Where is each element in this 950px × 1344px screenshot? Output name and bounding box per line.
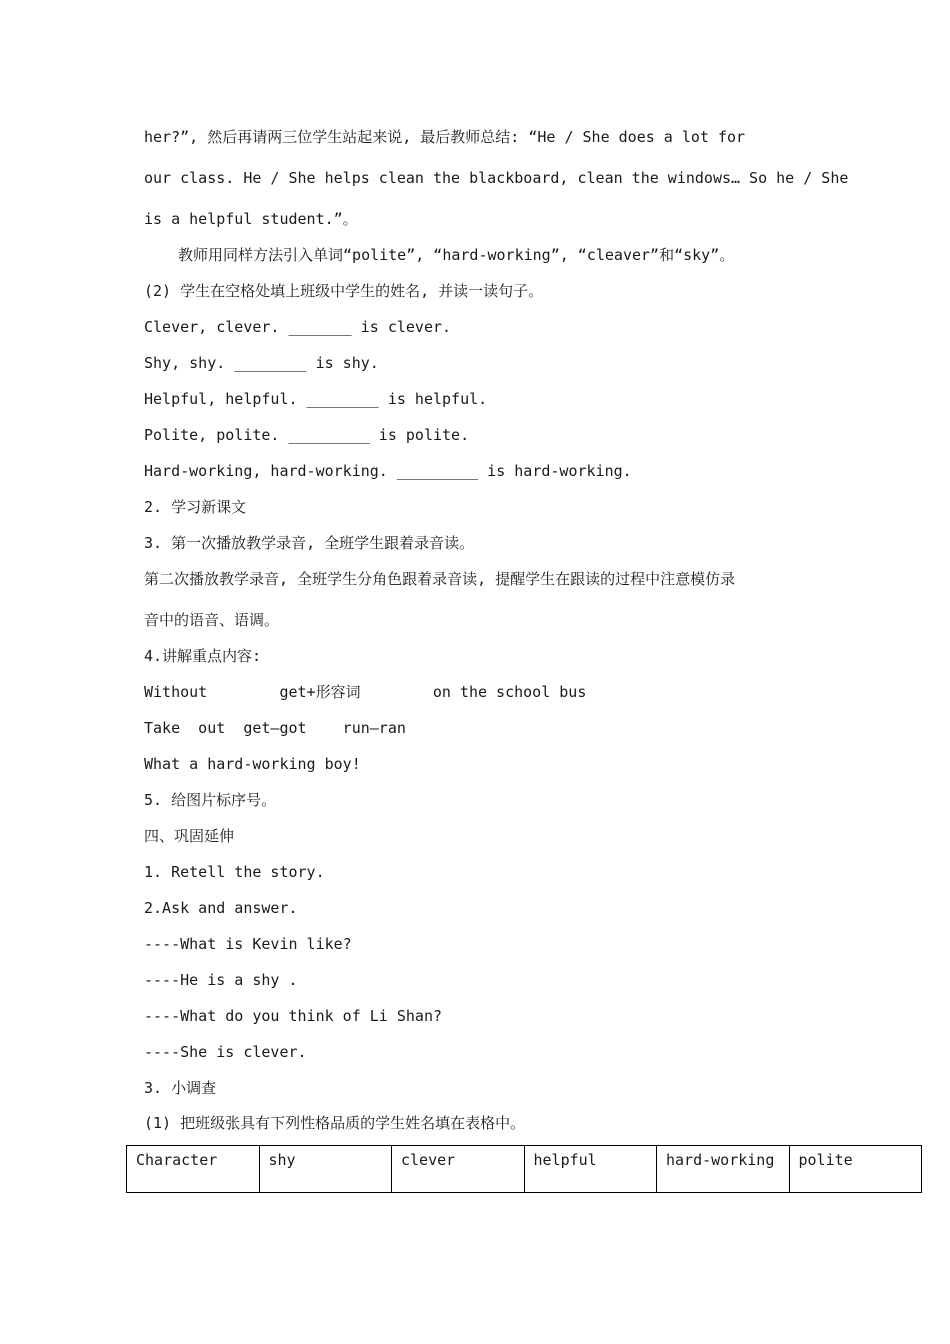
exercise-sentence: Polite, polite. _________ is polite.	[144, 426, 470, 444]
table-cell: Character	[127, 1146, 260, 1193]
step-heading: 3. 小调查	[144, 1079, 217, 1097]
paragraph-line: 教师用同样方法引入单词“polite”, “hard-working”, “cleaver”和“sky”。	[178, 246, 735, 264]
step-heading: 4.讲解重点内容:	[144, 647, 262, 665]
step-heading: 1. Retell the story.	[144, 863, 325, 881]
step-heading: 2. 学习新课文	[144, 498, 247, 516]
exercise-sentence: Clever, clever. _______ is clever.	[144, 318, 452, 336]
table-cell: shy	[259, 1146, 392, 1193]
step-heading: (2) 学生在空格处填上班级中学生的姓名, 并读一读句子。	[144, 282, 544, 300]
step-heading: (1) 把班级张具有下列性格品质的学生姓名填在表格中。	[144, 1114, 526, 1132]
dialogue-line: ----He is a shy .	[144, 971, 298, 989]
key-point-line: Without get+形容词 on the school bus	[144, 683, 587, 701]
table-cell: polite	[789, 1146, 922, 1193]
exercise-sentence: Helpful, helpful. ________ is helpful.	[144, 390, 488, 408]
survey-table	[126, 1145, 922, 1193]
section-heading: 四、巩固延伸	[144, 827, 235, 845]
dialogue-line: ----She is clever.	[144, 1043, 307, 1061]
exercise-sentence: Shy, shy. ________ is shy.	[144, 354, 379, 372]
paragraph-line: 音中的语音、语调。	[144, 611, 280, 629]
key-point-line: Take out get—got run—ran	[144, 719, 406, 737]
key-point-line: What a hard-working boy!	[144, 755, 361, 773]
paragraph-line: her?”, 然后再请两三位学生站起来说, 最后教师总结: “He / She does a lot for	[144, 128, 746, 146]
table-cell: clever	[392, 1146, 525, 1193]
paragraph-line: 第二次播放教学录音, 全班学生分角色跟着录音读, 提醒学生在跟读的过程中注意模仿录	[144, 570, 736, 588]
table-row	[127, 1146, 922, 1193]
table-cell: helpful	[524, 1146, 657, 1193]
step-heading: 2.Ask and answer.	[144, 899, 298, 917]
exercise-sentence: Hard-working, hard-working. _________ is hard-working.	[144, 462, 632, 480]
paragraph-line: our class. He / She helps clean the blackboard, clean the windows… So he / She	[144, 169, 849, 187]
table-cell: hard-working	[657, 1146, 790, 1193]
step-heading: 3. 第一次播放教学录音, 全班学生跟着录音读。	[144, 534, 475, 552]
dialogue-line: ----What do you think of Li Shan?	[144, 1007, 443, 1025]
dialogue-line: ----What is Kevin like?	[144, 935, 352, 953]
step-heading: 5. 给图片标序号。	[144, 791, 277, 809]
paragraph-line: is a helpful student.”。	[144, 210, 358, 228]
